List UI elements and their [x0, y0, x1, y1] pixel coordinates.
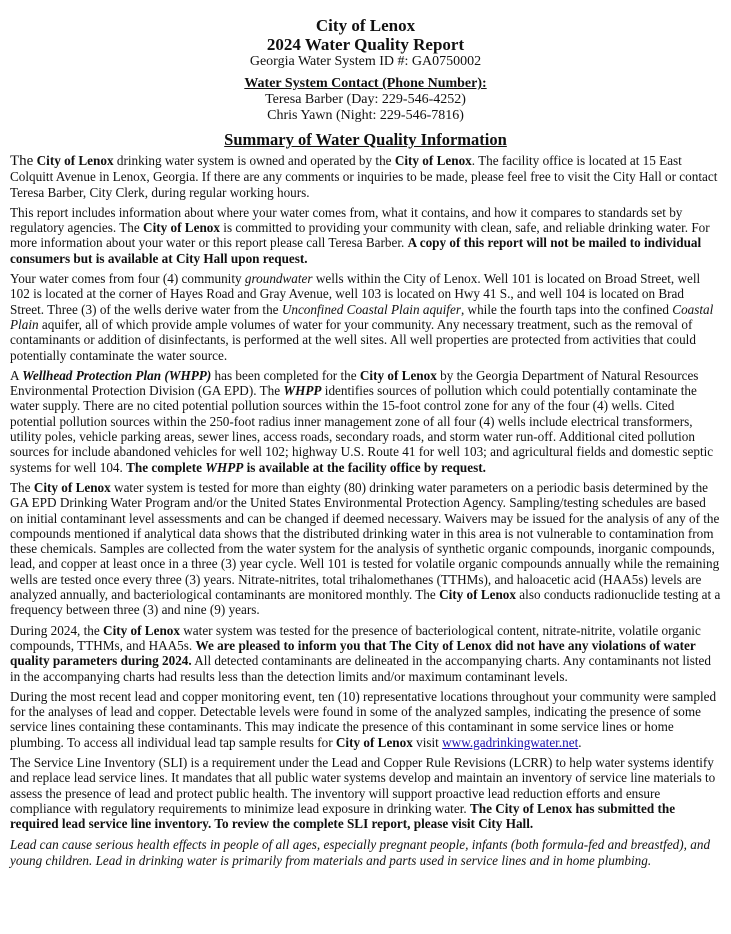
paragraph-wellhead-protection	[10, 368, 721, 475]
text-run: visit	[412, 734, 443, 750]
city-name: City of Lenox	[315, 16, 416, 35]
text-run: drinking water system is owned and operated by the	[113, 153, 395, 168]
text-run: This report includes information about where your water comes from, what it contains, and how it compares to standards set by regulatory agencies. The	[10, 204, 683, 236]
text-run: City of Lenox	[143, 220, 220, 236]
system-id: Georgia Water System ID #: GA0750002	[249, 54, 482, 69]
text-run: City of Lenox	[33, 479, 111, 495]
text-run: WHPP	[283, 383, 322, 399]
text-run: During the most recent lead and copper monitoring event, ten (10) representative locations throughout your community were sampled for the analyses of lead and copper. Detectable levels were found in some of the analyzed samples, indicating the presence of some service lines containing these contaminants. This may indicate the presence of this contaminant in some service lines or home plumbing. To access all individual lead tap sample results for	[10, 688, 717, 750]
text-run: groundwater	[244, 271, 313, 287]
paragraph-lead-copper	[10, 689, 721, 750]
text-run: A copy of this report will not be mailed to individual consumers but is available at City Hall upon request.	[10, 235, 702, 266]
text-run: is available at the facility office by request.	[243, 459, 486, 475]
paragraph-report-info	[10, 205, 721, 266]
report-header	[10, 16, 721, 124]
paragraph-2024-results	[10, 623, 721, 684]
text-run: identifies sources of pollution which could potentially contaminate the water supply. There are no cited potential pollution sources within the 15-foot control zone for any of the four (4) wells. Cited potential pollution sources within the 250-foot radius inner management zone of all four (4) wells include electrical transformers, utility poles, vehicle parking areas, sewer lines, access roads, secondary roads, and storm water run-off. Additional cited pollution sources for include abandoned vehicles for well 102; highway U.S. Route 41 for well 103; and agricultural fields and domestic septic systems for well 104.	[10, 383, 714, 475]
text-run: The	[10, 479, 34, 495]
contact-heading: Water System Contact (Phone Number):	[244, 76, 487, 91]
text-run: Your water comes from four (4) community	[10, 271, 245, 287]
paragraph-ownership	[10, 153, 721, 200]
report-title: 2024 Water Quality Report	[266, 35, 465, 54]
text-run: City of Lenox	[394, 153, 472, 168]
text-run: We are pleased to inform you that The City of Lenox did not have any violations of water quality parameters during 2024.	[10, 637, 696, 669]
text-run: aquifer, all of which provide ample volumes of water for your community. Any necessary treatment, such as the removal of contaminants or addition of disinfectants, is performed at the well sites. All well properties are protected from activities that could potentially contaminate the water source.	[10, 316, 696, 363]
text-run: water system was tested for the presence of bacteriological content, nitrate-nitrite, volatile organic compounds, TTHMs, and HAA5s.	[10, 622, 701, 653]
text-run: The complete	[126, 459, 206, 475]
text-run: wells within the City of Lenox. Well 101 is located on Broad Street, well 102 is located at the corner of Hayes Road and Gray Avenue, well 103 is located on Hwy 41 S., and well 104 is located on Brad Street. Three (3) of the wells derive water from the	[10, 271, 701, 317]
text-run: . The facility office is located at 15 East Colquitt Avenue in Lenox, Georgia. If there are any comments or inquiries to be made, please feel free to visit the City Hall or contact Teresa Barber, City Clerk, during regular working hours.	[10, 153, 718, 200]
paragraph-service-line-inventory	[10, 755, 721, 831]
text-run: is committed to providing your community with clean, safe, and reliable drinking water. For more information about your water or this report please call Teresa Barber.	[10, 220, 710, 251]
text-run: Unconfined Coastal Plain aquifer	[281, 301, 461, 317]
document-page	[10, 12, 721, 868]
text-run: City of Lenox	[335, 734, 413, 750]
text-run: Wellhead Protection Plan (WHPP)	[22, 367, 212, 383]
text-run: City of Lenox	[103, 622, 180, 638]
paragraph-testing	[10, 480, 721, 618]
summary-heading: Summary of Water Quality Information	[224, 130, 507, 149]
text-run: City of Lenox	[439, 587, 516, 603]
paragraph-water-source	[10, 271, 721, 363]
text-run: has been completed for the	[211, 367, 360, 383]
lead-health-statement: Lead can cause serious health effects in people of all ages, especially pregnant people, infants (both formula-fed and breastfed), and young children. Lead in drinking water is primarily from materials and parts used in service lines and in home plumbing.	[10, 837, 711, 868]
text-run: , while the fourth taps into the confined	[460, 301, 673, 317]
text-run: The City of Lenox has submitted the required lead service line inventory. To review the complete SLI report, please visit City Hall.	[10, 800, 676, 832]
text-run: The	[10, 153, 34, 169]
gadrinkingwater-link[interactable]: www.gadrinkingwater.net	[442, 734, 579, 750]
text-run: by the Georgia Department of Natural Resources Environmental Protection Division (GA EPD). The	[10, 367, 699, 399]
contact-day: Teresa Barber (Day: 229-546-4252)	[265, 92, 466, 107]
contact-night: Chris Yawn (Night: 229-546-7816)	[267, 108, 464, 123]
text-run: .	[578, 734, 582, 750]
text-run: also conducts radionuclide testing at a frequency between three (3) and nine (9) years.	[10, 587, 721, 618]
text-run: City of Lenox	[359, 367, 437, 383]
text-run: City of Lenox	[36, 153, 114, 168]
text-run: A	[10, 367, 23, 383]
text-run: WHPP	[205, 459, 244, 475]
text-run: The Service Line Inventory (SLI) is a requirement under the Lead and Copper Rule Revisions (LCRR) to help water systems identify and replace lead service lines. It mandates that all public water systems develop and maintain an inventory of service line materials to assess the presence of lead and protect public health. The inventory will support proactive lead reduction efforts and ensure compliance with regulatory requirements to minimize lead exposure in drinking water.	[10, 754, 716, 816]
text-run: water system is tested for more than eighty (80) drinking water parameters on a periodic basis determined by the GA EPD Drinking Water Program and/or the United States Environmental Protection Agency. Sampling/testing schedules are based on initial contaminant level assessments and can be changed if deemed necessary. Waivers may be issued for the analysis of any of the compounds mentioned if analytical data shows that the distributed drinking water in this area is not vulnerable to contamination from these chemicals. Samples are collected from the water system for the analysis of synthetic organic compounds, inorganic compounds, lead, and copper at least once in a three (3) year cycle. Well 101 is tested for volatile organic compounds annually while the remaining wells are tested once every three (3) years. Nitrate-nitrites, total trihalomethanes (TTHMs), and haloacetic acid (HAA5s) levels are analyzed annually, and bacteriological contaminants are monitored monthly. The	[10, 479, 720, 603]
text-run: All detected contaminants are delineated in the accompanying charts. Any contaminants not listed in the accompanying charts had results less than the detection limits and/or maximum contaminant levels.	[10, 653, 711, 684]
text-run: During 2024, the	[10, 622, 104, 638]
text-run: Coastal Plain	[10, 301, 714, 332]
